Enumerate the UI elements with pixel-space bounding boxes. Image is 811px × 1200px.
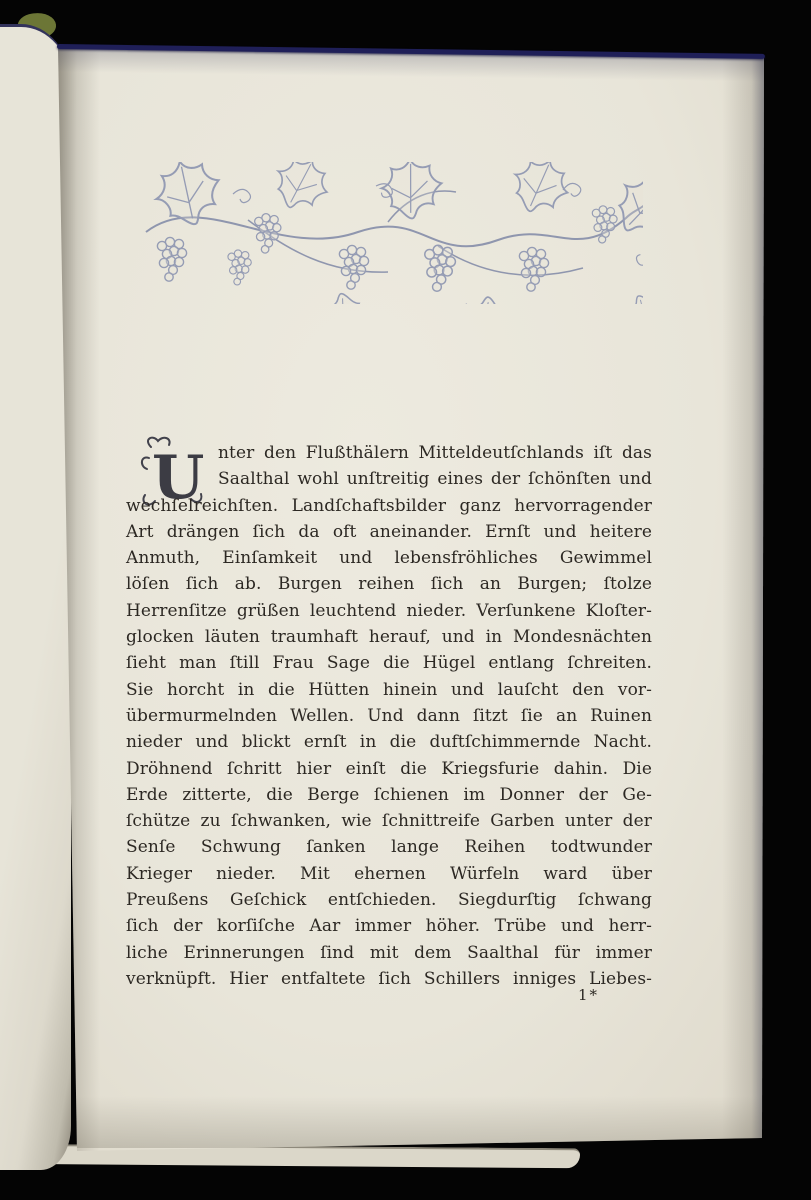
text-line: Dröhnend ſchritt hier einſt die Kriegsfurie dahin. Die bbox=[126, 758, 652, 779]
text-line: nieder und blickt ernſt in die duftſchimmernde Nacht. bbox=[126, 732, 652, 753]
text-line: Sie horcht in die Hütten hinein und lauſcht den vor- bbox=[126, 679, 652, 700]
svg-text:U: U bbox=[152, 443, 205, 513]
page-right-shadow bbox=[722, 48, 764, 1142]
text-line: liche Erinnerungen ſind mit dem Saalthal für immer bbox=[126, 942, 652, 963]
signature-mark: 1* bbox=[578, 986, 600, 1004]
page-bottom-shadow bbox=[60, 1096, 764, 1148]
text-line: Art drängen ſich da oft aneinander. Ernſt und heitere bbox=[126, 521, 652, 542]
text-line: Herrenſitze grüßen leuchtend nieder. Verſunkene Kloſter- bbox=[126, 600, 652, 621]
text-line: Preußens Geſchick entſchieden. Siegdurſtig ſchwang bbox=[126, 890, 652, 911]
text-line: löſen ſich ab. Burgen reihen ſich an Burgen; ſtolze bbox=[126, 574, 652, 595]
text-line: Krieger nieder. Mit ehernen Würfeln ward über bbox=[126, 863, 652, 884]
text-line: Erde zitterte, die Berge ſchienen im Donner der Ge- bbox=[126, 784, 652, 805]
grapevine-ornament-icon bbox=[138, 162, 643, 304]
text-line: nter den Flußthälern Mitteldeutſchlands iſt das bbox=[218, 443, 652, 463]
text-line: glocken läuten traumhaft herauf, und in Mondesnächten bbox=[126, 627, 652, 648]
text-line: verknüpft. Hier entfaltete ſich Schillers inniges Liebes- bbox=[126, 968, 652, 989]
text-line: Anmuth, Einſamkeit und lebensfröhliches Gewimmel bbox=[126, 548, 652, 569]
text-line: Saalthal wohl unſtreitig eines der ſchönſten und bbox=[218, 469, 652, 490]
text-line: ſich der korſiſche Aar immer höher. Trübe und herr- bbox=[126, 916, 652, 937]
text-line: wechſelreichſten. Landſchaftsbilder ganz hervorragender bbox=[126, 495, 652, 516]
body-text bbox=[126, 440, 652, 992]
text-line: übermurmelnden Wellen. Und dann ſitzt ſie an Ruinen bbox=[126, 705, 652, 726]
text-line: ſieht man ſtill Frau Sage die Hügel entlang ſchreiten. bbox=[126, 653, 652, 674]
left-page-edge bbox=[0, 24, 71, 1170]
text-line: Senſe Schwung ſanken lange Reihen todtwunder bbox=[126, 837, 652, 858]
text-line: ſchütze zu ſchwanken, wie ſchnittreife Garben unter der bbox=[126, 811, 652, 832]
